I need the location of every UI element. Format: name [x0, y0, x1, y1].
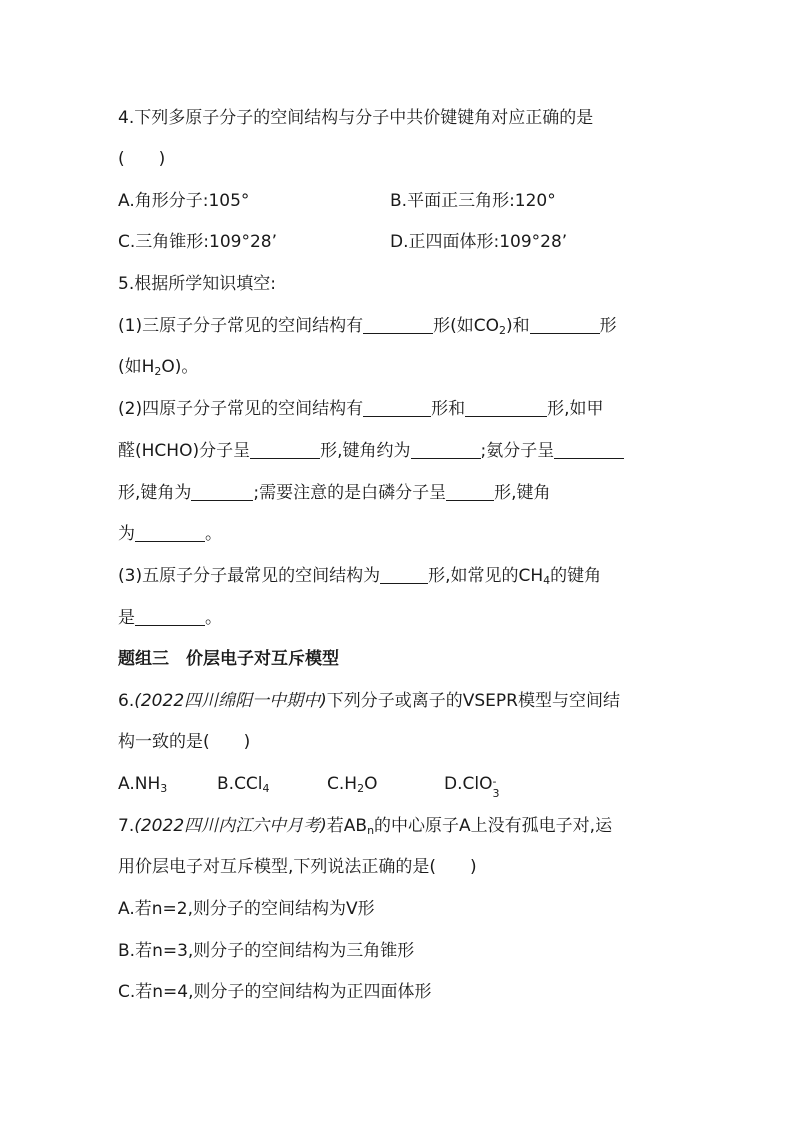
q6-stem-b: 构一致的是( )	[118, 732, 251, 752]
q6-options	[118, 773, 167, 795]
q5-part2-line3	[118, 482, 551, 504]
fill-blank[interactable]	[380, 566, 428, 584]
q7-stem-a1: 若AB	[326, 816, 368, 836]
q5-p1-text-f: O)。	[161, 357, 199, 377]
subscript: 2	[357, 782, 365, 795]
q6-source: (2022四川绵阳一中期中)	[134, 691, 327, 711]
fill-blank[interactable]	[554, 441, 624, 459]
q5-p1-text-e: (如H	[118, 357, 155, 377]
q6-option-c-text: C.H	[327, 774, 358, 794]
q4-option-c: C.三角锥形:109°28’	[118, 232, 277, 252]
q7-stem-a2: 的中心原子A上没有孤电子对,运	[374, 816, 613, 836]
q5-p3-text-c: 的键角	[550, 566, 602, 586]
q7-option-c-text: C.若n=4,则分子的空间结构为正四面体形	[118, 982, 432, 1002]
subscript: n	[367, 824, 375, 837]
q4-option-d	[390, 231, 567, 253]
q6-option-a-text: A.NH	[118, 774, 161, 794]
q6-stem-line2	[118, 731, 250, 753]
fill-blank[interactable]	[135, 608, 205, 626]
q5-stem-text: 5.根据所学知识填空:	[118, 274, 276, 294]
q6-stem-line1	[118, 690, 620, 712]
q6-option-c-tail: O	[364, 774, 378, 794]
subscript: 3	[492, 787, 500, 800]
q5-part3-line2	[118, 607, 222, 629]
q5-part2-line4	[118, 523, 222, 545]
q6-option-a	[118, 774, 167, 794]
q7-stem-line1	[118, 815, 612, 837]
q4-option-b-text: B.平面正三角形:120°	[390, 191, 556, 211]
subscript: 4	[543, 574, 551, 587]
answer-paren: ( )	[118, 149, 166, 169]
q5-p2-text-j: 为	[118, 524, 135, 544]
q4-option-d-text: D.正四面体形:109°28’	[390, 232, 568, 252]
subscript: 2	[498, 324, 506, 337]
q7-source: (2022四川内江六中月考)	[134, 816, 327, 836]
fill-blank[interactable]	[191, 483, 253, 501]
q7-option-a-text: A.若n=2,则分子的空间结构为V形	[118, 899, 375, 919]
q7-option-b-text: B.若n=3,则分子的空间结构为三角锥形	[118, 941, 415, 961]
q5-p2-text-h: ;需要注意的是白磷分子呈	[253, 483, 447, 503]
q5-p2-text-c: 形,如甲	[547, 399, 604, 419]
q5-p3-text-d: 是	[118, 608, 135, 628]
q6-option-b	[217, 773, 270, 795]
subscript: 2	[154, 365, 162, 378]
q5-p3-text-e: 。	[205, 608, 222, 628]
q5-p2-text-f: ;氨分子呈	[480, 441, 555, 461]
q4-paren	[118, 148, 165, 170]
q4-option-a: A.角形分子:105°	[118, 191, 250, 211]
q4-option-b	[390, 190, 556, 212]
q4-options-row2	[118, 231, 277, 253]
fill-blank[interactable]	[363, 399, 431, 417]
q6-stem-a: 下列分子或离子的VSEPR模型与空间结	[326, 691, 620, 711]
q5-p2-text-b: 形和	[431, 399, 466, 419]
superscript: -	[492, 775, 497, 788]
group3-heading	[118, 648, 339, 670]
q7-stem-line2	[118, 856, 477, 878]
q5-p2-text-i: 形,键角	[494, 483, 551, 503]
fill-blank[interactable]	[411, 441, 481, 459]
q5-p3-text-b: 形,如常见的CH	[428, 566, 544, 586]
q5-p1-text-a: (1)三原子分子常见的空间结构有	[118, 316, 364, 336]
q5-p2-text-d: 醛(HCHO)分子呈	[118, 441, 251, 461]
fill-blank[interactable]	[250, 441, 320, 459]
q7-option-c	[118, 981, 432, 1003]
q5-p2-text-k: 。	[205, 524, 222, 544]
q5-part2-line2	[118, 440, 624, 462]
q5-part1-line1	[118, 315, 617, 337]
q6-number: 6.	[118, 691, 135, 711]
q5-stem	[118, 273, 276, 295]
q4-stem	[118, 107, 593, 129]
q7-number: 7.	[118, 816, 135, 836]
subscript: 3	[160, 782, 168, 795]
fill-blank[interactable]	[135, 524, 205, 542]
ion-charge	[492, 775, 500, 800]
q5-part1-line2	[118, 356, 198, 378]
q5-p1-text-b: 形(如CO	[433, 316, 499, 336]
subscript: 4	[262, 782, 270, 795]
group3-title: 题组三 价层电子对互斥模型	[118, 649, 339, 669]
q5-p1-text-c: )和	[505, 316, 530, 336]
q6-option-c	[327, 773, 377, 795]
fill-blank[interactable]	[363, 316, 433, 334]
q5-p2-text-g: 形,键角为	[118, 483, 192, 503]
fill-blank[interactable]	[530, 316, 600, 334]
q7-stem-b: 用价层电子对互斥模型,下列说法正确的是( )	[118, 857, 477, 877]
q7-option-b	[118, 940, 414, 962]
q6-option-b-text: B.CCl	[217, 774, 263, 794]
q5-p3-text-a: (3)五原子分子最常见的空间结构为	[118, 566, 381, 586]
q4-options-row1	[118, 190, 249, 212]
fill-blank[interactable]	[446, 483, 494, 501]
fill-blank[interactable]	[465, 399, 547, 417]
q7-option-a	[118, 898, 375, 920]
q5-part3-line1	[118, 565, 601, 587]
q6-option-d	[444, 773, 500, 800]
q5-p2-text-a: (2)四原子分子常见的空间结构有	[118, 399, 364, 419]
q6-option-d-text: D.ClO	[444, 774, 493, 794]
q4-stem-text: 4.下列多原子分子的空间结构与分子中共价键键角对应正确的是	[118, 108, 594, 128]
q5-p2-text-e: 形,键角约为	[320, 441, 411, 461]
q5-part2-line1	[118, 398, 604, 420]
q5-p1-text-d: 形	[599, 316, 617, 336]
